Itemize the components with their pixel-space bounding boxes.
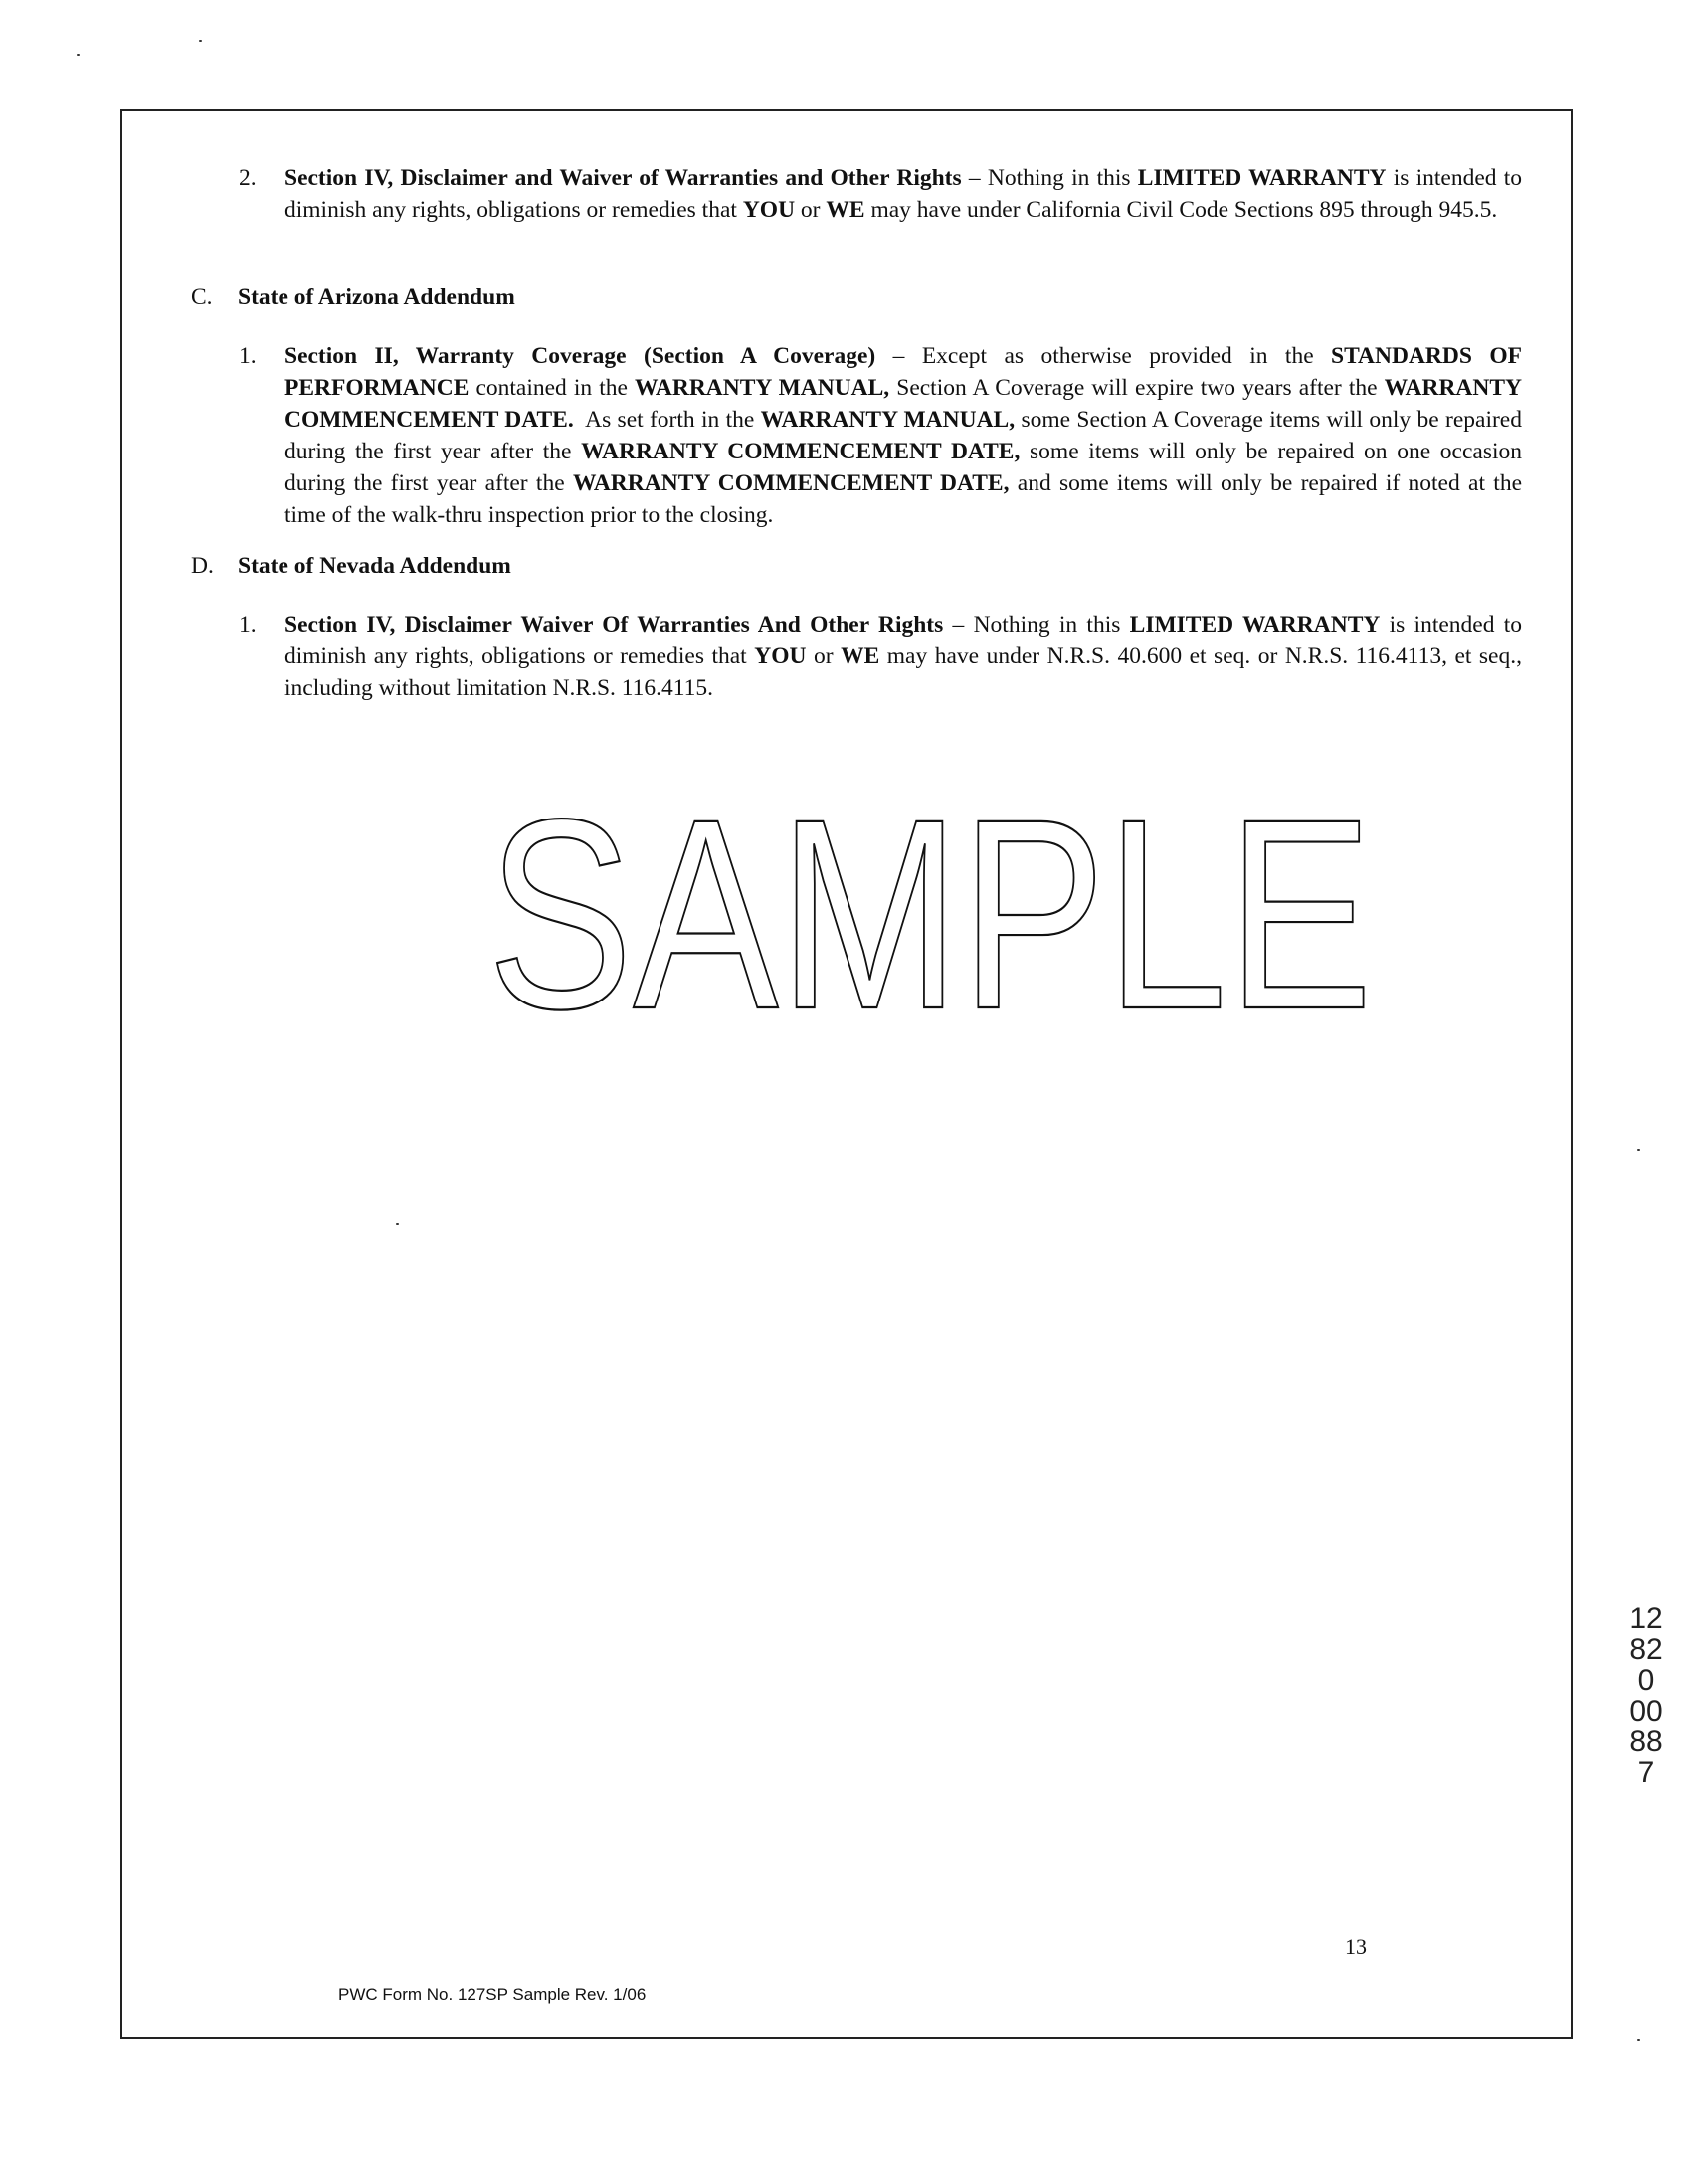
bold-term: WARRANTY MANUAL, (634, 375, 890, 401)
section-c-item-1-paragraph (239, 340, 1523, 531)
page-number: 13 (1345, 1934, 1367, 1959)
side-document-code: 12820 00887 (1629, 1602, 1663, 1789)
paragraph-text: Nothing in this (973, 612, 1130, 637)
sample-watermark-text: SAMPLE (487, 763, 1373, 1065)
paragraph-text: Nothing in this (987, 165, 1138, 191)
item-2-paragraph (239, 162, 1523, 226)
section-d-item-1-paragraph (239, 609, 1523, 704)
paragraph-text: or (795, 197, 827, 223)
dash-separator: – (943, 612, 974, 637)
paragraph-text: may have under N.R.S. 40.600 et seq. or N.R.S. 116.4113, et seq., including without limitation N.R.S. 116.4115. (284, 643, 1522, 701)
item-number: 2. (239, 165, 257, 191)
scan-speck (1637, 1149, 1640, 1151)
bold-term: LIMITED WARRANTY (1137, 165, 1387, 191)
paragraph-text: As set forth in the (573, 407, 761, 433)
bold-term: WARRANTY COMMENCEMENT DATE. (284, 375, 1523, 433)
scan-speck (77, 54, 80, 56)
paragraph-text: Section A Coverage will expire two years after the (889, 375, 1385, 401)
sample-watermark-graphic (487, 763, 1373, 1065)
section-c-title: State of Arizona Addendum (238, 284, 515, 310)
section-d-title: State of Nevada Addendum (238, 553, 511, 579)
item-heading: Section IV, Disclaimer Waiver Of Warranties And Other Rights (284, 612, 944, 637)
paragraph-text: contained in the (469, 375, 635, 401)
paragraph-text: may have under California Civil Code Sections 895 through 945.5. (864, 197, 1498, 223)
form-footer: PWC Form No. 127SP Sample Rev. 1/06 (338, 1985, 647, 2004)
bold-term: WE (826, 197, 865, 223)
bold-term: LIMITED WARRANTY (1129, 612, 1381, 637)
paragraph-text: some items will only be repaired on one occasion during the first year after the (284, 439, 1523, 496)
dash-separator: – (961, 165, 988, 191)
paragraph-text: is intended to diminish any rights, obligations or remedies that (284, 165, 1523, 223)
scan-speck (199, 40, 202, 42)
bold-term: YOU (742, 197, 796, 223)
paragraph-text: some Section A Coverage items will only be repaired during the first year after the (284, 407, 1522, 464)
scan-speck (396, 1223, 399, 1225)
sample-watermark (487, 763, 1373, 1065)
paragraph-text: is intended to diminish any rights, obligations or remedies that (284, 612, 1523, 669)
scan-speck (1637, 2039, 1640, 2041)
bold-term: YOU (754, 643, 807, 669)
paragraph-text: and some items will only be repaired if noted at the time of the walk-thru inspection prior to the closing. (284, 470, 1523, 528)
paragraph-text: or (806, 643, 842, 669)
bold-term: WARRANTY COMMENCEMENT DATE, (572, 470, 1010, 496)
dash-separator: – (875, 343, 922, 369)
item-number: 1. (239, 612, 257, 637)
bold-term: WE (841, 643, 880, 669)
item-heading: Section IV, Disclaimer and Waiver of Warranties and Other Rights (284, 165, 962, 191)
section-c-letter: C. (191, 284, 213, 310)
item-number: 1. (239, 343, 257, 369)
paragraph-text: Except as otherwise provided in the (921, 343, 1332, 369)
bold-term: WARRANTY COMMENCEMENT DATE, (581, 439, 1021, 464)
section-d-letter: D. (191, 553, 214, 579)
bold-term: WARRANTY MANUAL, (760, 407, 1016, 433)
item-heading: Section II, Warranty Coverage (Section A Coverage) (284, 343, 876, 369)
bold-term: STANDARDS OF PERFORMANCE (284, 343, 1522, 401)
